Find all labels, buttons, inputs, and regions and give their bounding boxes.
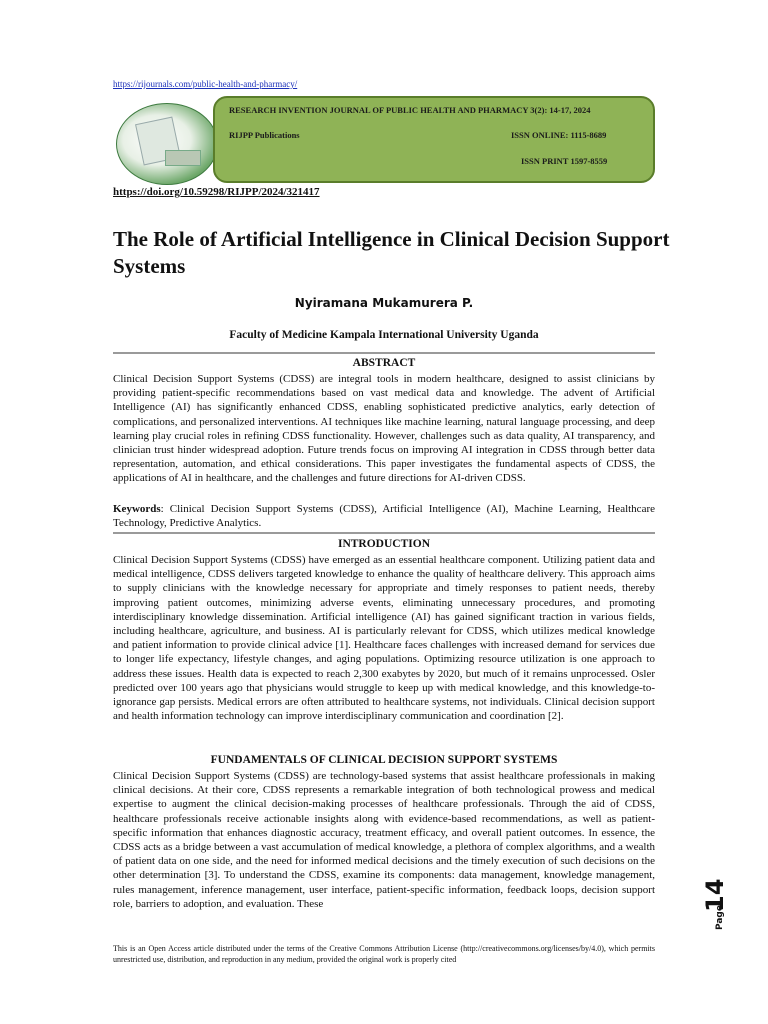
journal-logo: [116, 103, 218, 185]
article-title: The Role of Artificial Intelligence in Clinical Decision Support Systems: [113, 227, 670, 278]
journal-banner: [213, 96, 655, 183]
keywords-line: [113, 502, 655, 530]
introduction-heading: INTRODUCTION: [337, 538, 430, 550]
author-affiliation: Faculty of Medicine Kampala International University Uganda: [229, 329, 539, 341]
author-name: Nyiramana Mukamurera P.: [294, 296, 474, 310]
fundamentals-text: Clinical Decision Support Systems (CDSS) are technology-based systems that assist healthcare professionals in making clinical decisions. At their core, CDSS represents a remarkable integration of both technological prowess and medical expertise to augment the clinical decision-making processes of healthcare professionals. Through the aid of CDSS, healthcare professionals receive actionable insights along with evidence-based recommendations, as well as patient-specific information that enhances diagnostic accuracy, treatment efficacy, and overall patient outcomes. In essence, the CDSS acts as a bridge between a vast accumulation of medical knowledge, a plethora of complex algorithms, and a wealth of patient data on one side, and the need for informed medical decisions and the timely execution of such decisions on the other determination [3]. To understand the CDSS, examine its components: data management, knowledge management, rules management, inference management, user interface, patient-specific information, feedback loops, decision support role, barriers to adoption, and evaluation. These: [113, 770, 655, 910]
abstract-heading: ABSTRACT: [352, 357, 416, 369]
abstract-text: Clinical Decision Support Systems (CDSS) are integral tools in modern healthcare, designed to assist clinicians by providing patient-specific recommendations based on vast medical data and knowledge. The advent of Artificial Intelligence (AI) has significantly enhanced CDSS, enabling sophisticated predictive analytics, early detection of complications, and personalized interventions. AI techniques like machine learning, natural language processing, and deep learning play crucial roles in refining CDSS functionality. However, challenges such as data quality, AI transparency, and clinician trust hinder widespread adoption. Future trends focus on improving AI integration in CDSS through better data representation, automation, and ethical considerations. This paper investigates the fundamental aspects of CDSS, the applications of AI in healthcare, and the challenges and future directions for AI-driven CDSS.: [113, 373, 655, 485]
fundamentals-heading: FUNDAMENTALS OF CLINICAL DECISION SUPPORT SYSTEMS: [210, 754, 558, 766]
introduction-text: Clinical Decision Support Systems (CDSS) have emerged as an essential healthcare component. Utilizing patient data and medical intelligence, CDSS delivers targeted knowledge to enhance the quality of healthcare delivery. This approach aims to supply clinicians with the knowledge necessary for appropriate and timely responses to patient needs, thereby improving patient outcomes, minimizing adverse events, eliminating unnecessary procedures, and promoting interdisciplinary knowledge dissemination. Artificial intelligence (AI) has gained significant traction in various fields, including healthcare, agriculture, and business. AI is particularly relevant for CDSS, which utilizes medical knowledge and patient information to provide clinical advice [1]. Healthcare faces challenges with increased demand for services due to longer life expectancy, lifestyle changes, and aging populations. Optimizing resource utilization is one approach to address these issues. Health data is expected to reach 2,300 exabytes by 2020, but much of it remains unprocessed. Osler predicted over 100 years ago that physicians would struggle to keep up with medical knowledge, and this knowledge-to-ignorance gap persists. Medical errors are often attributed to healthcare systems, not individuals. Clinical decision support and health information technology can improve interdisciplinary communication and coordination [2].: [113, 554, 655, 723]
logo-device-graphic: [165, 150, 201, 166]
journal-citation: RESEARCH INVENTION JOURNAL OF PUBLIC HEALTH AND PHARMACY 3(2): 14-17, 2024: [229, 105, 591, 115]
journal-url-link[interactable]: https://rijournals.com/public-health-and-pharmacy/: [113, 79, 298, 89]
issn-print: ISSN PRINT 1597-8559: [521, 156, 608, 166]
abstract-top-rule: [113, 352, 655, 354]
page-label: Page: [715, 905, 725, 930]
publisher-name: RIJPP Publications: [229, 130, 300, 140]
page-number: 14: [701, 878, 729, 912]
keywords-list: : Clinical Decision Support Systems (CDSS), Artificial Intelligence (AI), Machine Learning, Healthcare Technology, Predictive Analytics.: [113, 503, 655, 530]
abstract-bottom-rule: [113, 532, 655, 534]
license-footnote: This is an Open Access article distributed under the terms of the Creative Commons Attribution License (http://creativecommons.org/licenses/by/4.0), which permits unrestricted use, distribution, and reproduction in any medium, provided the original work is properly cited: [113, 944, 655, 964]
keywords-label: Keywords: [113, 503, 161, 515]
doi-link[interactable]: https://doi.org/10.59298/RIJPP/2024/321417: [113, 186, 320, 198]
issn-online: ISSN ONLINE: 1115-8689: [511, 130, 607, 140]
